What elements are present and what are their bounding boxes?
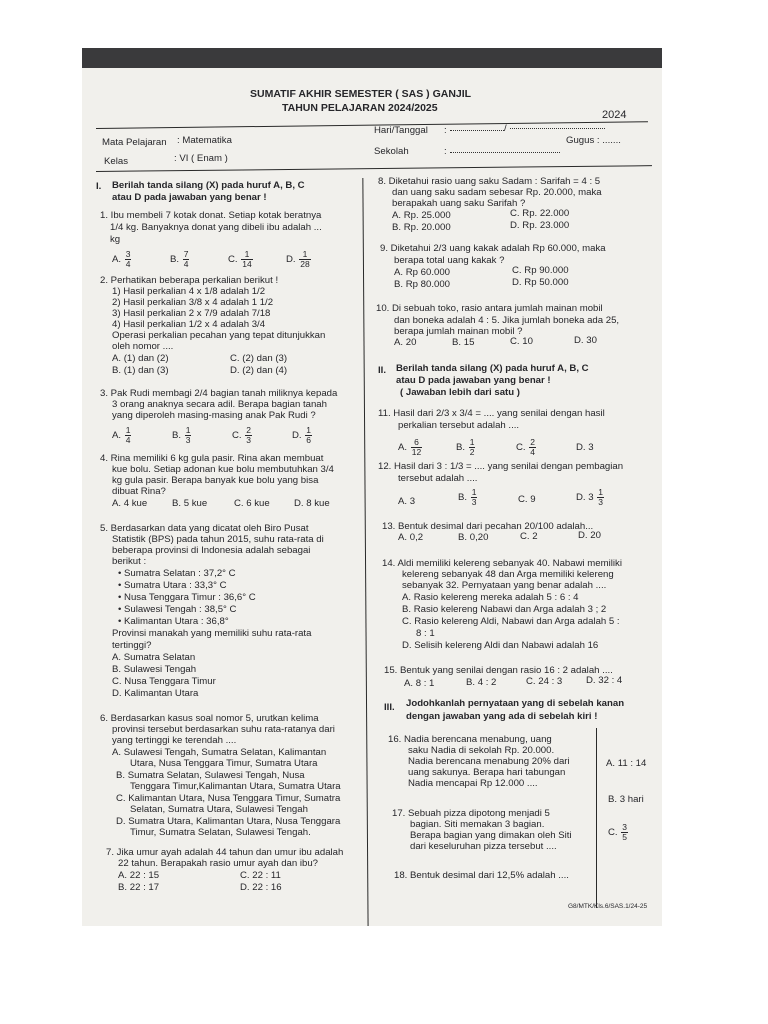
match-option-b[interactable]: B. 3 hari [608, 794, 644, 805]
date-fill-line [450, 129, 504, 131]
q7-line-1: 7. Jika umur ayah adalah 44 tahun dan umur ibu adalah [106, 847, 344, 858]
q15-line-1: 15. Bentuk yang senilai dengan rasio 16 : 2 adalah .... [384, 665, 613, 676]
section-1-instruction: Berilah tanda silang (X) pada huruf A, B, C [112, 180, 305, 191]
q9-option-d[interactable]: D. Rp 50.000 [512, 277, 569, 288]
q15-option-a[interactable]: A. 8 : 1 [404, 678, 435, 689]
q5-bullet-4-text: Sulawesi Tengah : 38,5° C [124, 604, 237, 615]
q1-line-3: kg [110, 234, 121, 245]
q11-option-d[interactable]: D. 3 [576, 442, 594, 453]
q11-option-c-num: 2 [530, 437, 535, 447]
q5-bullet-4: • Sulawesi Tengah : 38,5° C [118, 604, 237, 615]
q4-line-3: kg gula pasir. Berapa banyak kue bolu yang bisa [112, 475, 319, 486]
q16-line-1: 16. Nadia berencana menabung, uang [388, 734, 552, 745]
q15-option-b[interactable]: B. 4 : 2 [466, 677, 497, 688]
q5-line-2: Statistik (BPS) pada tahun 2015, suhu rata-rata di [112, 534, 324, 545]
q8-option-a[interactable]: A. Rp. 25.000 [392, 210, 451, 221]
q14-option-d[interactable]: D. Selisih kelereng Aldi dan Nabawi adalah 16 [402, 640, 599, 651]
q5-option-b[interactable]: B. Sulawesi Tengah [112, 664, 197, 675]
q5-question-line-1: Provinsi manakah yang memiliki suhu rata-rata [112, 628, 312, 639]
q3-option-b[interactable] [172, 426, 192, 445]
q5-bullet-2-text: Sumatra Utara : 33,3° C [124, 580, 227, 591]
q11-option-a[interactable] [398, 438, 423, 457]
q1-line-1: 1. Ibu membeli 7 kotak donat. Setiap kotak beratnya [100, 210, 322, 221]
q3-option-a-num: 1 [125, 425, 131, 435]
q3-option-c-label: C. [232, 430, 242, 442]
q1-option-d-den: 28 [300, 259, 310, 269]
q11-option-a-label: A. [398, 442, 408, 454]
q1-option-b-label: B. [170, 254, 180, 266]
q3-option-b-den: 3 [185, 435, 191, 445]
q8-line-3: berapakah uang saku Sarifah ? [392, 198, 526, 209]
q10-option-b[interactable]: B. 15 [452, 337, 475, 348]
q11-option-b-num: 1 [469, 437, 475, 447]
q3-line-2: 3 orang anaknya secara adil. Berapa bagian tanah [112, 399, 327, 410]
q8-option-d[interactable]: D. Rp. 23.000 [510, 220, 570, 231]
q7-option-c[interactable]: C. 22 : 11 [240, 870, 281, 881]
section-3-number: III. [384, 702, 395, 713]
q11-option-c-label: C. [516, 442, 526, 454]
q3-option-b-num: 1 [185, 425, 191, 435]
photo-frame [82, 48, 662, 926]
q9-line-2: berapa total uang kakak ? [394, 255, 505, 266]
q1-option-d-num: 1 [299, 250, 310, 260]
q14-option-b[interactable]: B. Rasio kelereng Nabawi dan Arga adalah 3 ; 2 [402, 604, 607, 615]
q12-option-b-label: B. [458, 492, 468, 504]
q12-option-b-num: 1 [471, 487, 477, 497]
section-1-instruction-2: atau D pada jawaban yang benar ! [112, 192, 267, 203]
q8-option-b[interactable]: B. Rp. 20.000 [392, 222, 451, 233]
q5-line-1: 5. Berdasarkan data yang dicatat oleh Biro Pusat [100, 523, 309, 534]
matching-divider [596, 728, 597, 908]
q8-line-1: 8. Diketahui rasio uang saku Sadam : Sarifah = 4 : 5 [378, 176, 601, 187]
q4-option-c[interactable]: C. 6 kue [234, 498, 270, 509]
q2-line-1: 2. Perhatikan beberapa perkalian berikut ! [100, 275, 279, 286]
q12-option-b[interactable] [458, 488, 478, 507]
subject-label: Mata Pelajaran [102, 137, 167, 148]
q11-option-b-den: 2 [469, 447, 475, 457]
q1-option-c[interactable] [228, 250, 254, 269]
q1-option-b-num: 7 [183, 249, 189, 259]
q2-option-b[interactable]: B. (1) dan (3) [112, 365, 169, 376]
date-slash: / [504, 123, 507, 134]
q11-option-c-den: 4 [530, 447, 535, 457]
q5-option-d[interactable]: D. Kalimantan Utara [112, 688, 199, 699]
q2-line-2: 1) Hasil perkalian 4 x 1/8 adalah 1/2 [112, 286, 266, 297]
q2-line-3: 2) Hasil perkalian 3/8 x 4 adalah 1 1/2 [112, 297, 274, 308]
q10-option-d[interactable]: D. 30 [574, 335, 597, 346]
section-2-note: ( Jawaban lebih dari satu ) [400, 387, 520, 398]
q17-line-2: bagian. Siti memakan 3 bagian. [410, 819, 545, 830]
q4-line-4: dibuat Rina? [112, 486, 166, 497]
q10-option-c[interactable]: C. 10 [510, 336, 533, 347]
q5-bullet-2: • Sumatra Utara : 33,3° C [118, 580, 227, 591]
gugus-field: Gugus : ....... [566, 135, 621, 146]
class-label: Kelas [104, 156, 128, 167]
q5-option-c[interactable]: C. Nusa Tenggara Timur [112, 676, 216, 687]
q6-option-a[interactable]: A. Sulawesi Tengah, Sumatra Selatan, Kalimantan [112, 747, 327, 758]
q6-option-d-cont: Timur, Sumatra Selatan, Sulawesi Tengah. [130, 827, 311, 838]
q7-line-2: 22 tahun. Berapakah rasio umur ayah dan ibu? [118, 858, 319, 869]
q11-option-c[interactable] [516, 438, 537, 457]
q12-option-d-label: D. 3 [576, 492, 594, 504]
date-colon: : [444, 125, 447, 136]
q5-line-4: berikut : [112, 556, 147, 567]
q6-option-c-cont: Selatan, Sumatra Utara, Sulawesi Tengah [130, 804, 308, 815]
q6-option-d[interactable]: D. Sumatra Utara, Kalimantan Utara, Nusa Tenggara [116, 816, 341, 827]
q11-line-1: 11. Hasil dari 2/3 x 3/4 = .... yang senilai dengan hasil [378, 408, 605, 419]
q7-option-b[interactable]: B. 22 : 17 [118, 882, 160, 893]
q11-option-a-den: 12 [411, 447, 422, 457]
exam-subtitle: TAHUN PELAJARAN 2024/2025 [282, 102, 438, 114]
q18-line-1: 18. Bentuk desimal dari 12,5% adalah .... [394, 870, 569, 881]
q9-line-1: 9. Diketahui 2/3 uang kakak adalah Rp 60.000, maka [380, 243, 606, 254]
q15-option-c[interactable]: C. 24 : 3 [526, 676, 563, 687]
q7-option-a[interactable]: A. 22 : 15 [118, 870, 160, 881]
q16-line-4: uang sakunya. Berapa hari tabungan [408, 767, 566, 778]
q5-option-a[interactable]: A. Sumatra Selatan [112, 652, 196, 663]
q1-option-a[interactable] [112, 250, 132, 269]
q11-option-b[interactable] [456, 438, 476, 457]
q1-option-a-num: 3 [125, 249, 131, 259]
q3-option-b-label: B. [172, 430, 182, 442]
exam-sheet [82, 68, 662, 926]
q3-option-a-label: A. [112, 430, 122, 442]
match-option-c-num: 3 [622, 822, 627, 832]
q3-option-d-den: 6 [306, 435, 311, 445]
q1-line-2: 1/4 kg. Banyaknya donat yang dibeli ibu adalah ... [110, 222, 322, 233]
q13-line-1: 13. Bentuk desimal dari pecahan 20/100 adalah... [382, 521, 594, 532]
q9-option-a[interactable]: A. Rp 60.000 [394, 267, 451, 278]
q1-option-b-den: 4 [183, 259, 189, 269]
section-2-instruction-2: atau D pada jawaban yang benar ! [396, 375, 551, 386]
q4-option-d[interactable]: D. 8 kue [294, 498, 330, 509]
section-3-instruction-2: dengan jawaban yang ada di sebelah kiri ! [406, 711, 598, 722]
q16-line-2: saku Nadia di sekolah Rp. 20.000. [408, 745, 555, 756]
q3-option-c-num: 2 [246, 425, 251, 435]
q5-bullet-1-text: Sumatra Selatan : 37,2° C [124, 568, 236, 579]
q1-option-b[interactable] [170, 250, 190, 269]
match-option-c[interactable] [608, 823, 629, 842]
exam-year: 2024 [602, 109, 627, 121]
q9-option-b[interactable]: B. Rp 80.000 [394, 279, 451, 290]
q6-option-c[interactable]: C. Kalimantan Utara, Nusa Tenggara Timur, Sumatra [116, 793, 341, 804]
q6-line-3: yang tertinggi ke terendah .... [112, 735, 237, 746]
column-divider [362, 178, 368, 926]
q13-option-d[interactable]: D. 20 [578, 530, 601, 541]
q4-option-b[interactable]: B. 5 kue [172, 498, 208, 509]
q3-line-3: yang diperoleh masing-masing anak Pak Rudi ? [112, 410, 316, 421]
q17-line-1: 17. Sebuah pizza dipotong menjadi 5 [392, 808, 550, 819]
q2-line-7: oleh nomor .... [112, 341, 174, 352]
q7-option-d[interactable]: D. 22 : 16 [240, 882, 282, 893]
q4-line-2: kue bolu. Setiap adonan kue bolu membutuhkan 3/4 [112, 464, 334, 475]
q16-line-3: Nadia berencana menabung 20% dari [408, 756, 570, 767]
q5-line-3: beberapa provinsi di Indonesia adalah sebagai [112, 545, 311, 556]
q3-option-a-den: 4 [125, 435, 131, 445]
q2-option-d[interactable]: D. (2) dan (4) [230, 365, 288, 376]
q5-bullet-5-text: Kalimantan Utara : 36,8° [124, 616, 229, 627]
q14-line-1: 14. Aldi memiliki kelereng sebanyak 40. Nabawi memiliki [382, 558, 622, 569]
q15-option-d[interactable]: D. 32 : 4 [586, 675, 623, 686]
section-3-instruction: Jodohkanlah pernyataan yang di sebelah kanan [406, 698, 625, 709]
q13-option-a[interactable]: A. 0,2 [398, 532, 424, 543]
q11-line-2: perkalian tersebut adalah .... [398, 420, 520, 431]
q2-line-4: 3) Hasil perkalian 2 x 7/9 adalah 7/18 [112, 308, 271, 319]
match-option-c-den: 5 [622, 832, 627, 842]
q3-option-c[interactable] [232, 426, 253, 445]
q2-line-6: Operasi perkalian pecahan yang tepat ditunjukkan [112, 330, 326, 341]
q12-line-2: tersebut adalah .... [398, 473, 478, 484]
q17-line-3: Berapa bagian yang dimakan oleh Siti [410, 830, 572, 841]
q3-option-a[interactable] [112, 426, 132, 445]
q12-option-c[interactable]: C. 9 [518, 494, 536, 505]
school-label: Sekolah [374, 146, 409, 157]
q3-option-d-label: D. [292, 430, 302, 442]
q3-option-d-num: 1 [306, 425, 311, 435]
footer-code: G8/MTK/Kls.6/SAS.1/24-25 [568, 903, 648, 910]
q16-line-5: Nadia mencapai Rp 12.000 .... [408, 778, 538, 789]
q12-option-d[interactable] [576, 488, 605, 507]
header-bottom-rule [96, 165, 652, 172]
match-option-a[interactable]: A. 11 : 14 [606, 758, 647, 769]
q10-option-a[interactable]: A. 20 [394, 337, 417, 348]
q14-option-c-cont: 8 : 1 [416, 628, 435, 639]
q12-option-d-den: 3 [598, 497, 604, 507]
q14-option-c[interactable]: C. Rasio kelereng Aldi, Nabawi dan Arga adalah 5 : [402, 616, 620, 627]
q5-bullet-3: • Nusa Tenggara Timur : 36,6° C [118, 592, 256, 603]
q4-option-a[interactable]: A. 4 kue [112, 498, 148, 509]
q1-option-d-label: D. [286, 254, 296, 266]
q10-line-1: 10. Di sebuah toko, rasio antara jumlah mainan mobil [376, 303, 603, 314]
q11-option-b-label: B. [456, 442, 466, 454]
q5-question-line-2: tertinggi? [112, 640, 152, 651]
q14-line-3: sebanyak 32. Pernyataan yang benar adalah .... [402, 580, 607, 591]
q3-option-d[interactable] [292, 426, 313, 445]
q2-option-c[interactable]: C. (2) dan (3) [230, 353, 288, 364]
q10-line-2: dan boneka adalah 4 : 5. Jika jumlah boneka ada 25, [394, 315, 620, 326]
match-option-c-label: C. [608, 827, 618, 839]
section-2-instruction: Berilah tanda silang (X) pada huruf A, B, C [396, 363, 589, 374]
q8-option-c[interactable]: C. Rp. 22.000 [510, 208, 570, 219]
q6-option-b-cont: Tenggara Timur,Kalimantan Utara, Sumatra Utara [130, 781, 341, 792]
q9-option-c[interactable]: C. Rp 90.000 [512, 265, 569, 276]
q14-line-2: kelereng sebanyak 48 dan Arga memiliki kelereng [402, 569, 614, 580]
q1-option-a-den: 4 [125, 259, 131, 269]
q14-option-a[interactable]: A. Rasio kelereng mereka adalah 5 : 6 : 4 [402, 592, 579, 603]
q5-bullet-5: • Kalimantan Utara : 36,8° [118, 616, 229, 627]
q1-option-c-num: 1 [241, 250, 252, 260]
q8-line-2: dan uang saku sadam sebesar Rp. 20.000, maka [392, 187, 602, 198]
q1-option-c-label: C. [228, 254, 238, 266]
q6-option-a-cont: Utara, Nusa Tenggara Timur, Sumatra Utara [130, 758, 318, 769]
q1-option-a-label: A. [112, 254, 122, 266]
q6-line-1: 6. Berdasarkan kasus soal nomor 5, urutkan kelima [100, 713, 319, 724]
q5-bullet-1: • Sumatra Selatan : 37,2° C [118, 568, 236, 579]
q12-option-d-num: 1 [598, 487, 604, 497]
q6-line-2: provinsi tersebut berdasarkan suhu rata-ratanya dari [112, 724, 335, 735]
q17-line-4: dari keseluruhan pizza tersebut .... [410, 841, 557, 852]
date-label: Hari/Tanggal [374, 125, 428, 136]
section-1-number: I. [96, 181, 102, 192]
q13-option-b[interactable]: B. 0,20 [458, 532, 489, 543]
q12-option-b-den: 3 [471, 497, 477, 507]
q3-option-c-den: 3 [246, 435, 251, 445]
school-colon: : [444, 146, 447, 157]
q1-option-c-den: 14 [242, 259, 252, 269]
photo-shadow-edge [82, 48, 662, 68]
q13-option-c[interactable]: C. 2 [520, 531, 538, 542]
exam-title: SUMATIF AKHIR SEMESTER ( SAS ) GANJIL [250, 88, 472, 100]
q12-line-1: 12. Hasil dari 3 : 1/3 = .... yang senilai dengan pembagian [378, 461, 624, 472]
q2-option-a[interactable]: A. (1) dan (2) [112, 353, 169, 364]
date-fill-line-2 [510, 127, 605, 129]
q6-option-b[interactable]: B. Sumatra Selatan, Sulawesi Tengah, Nusa [116, 770, 305, 781]
q1-option-d[interactable] [286, 250, 312, 269]
q3-line-1: 3. Pak Rudi membagi 2/4 bagian tanah miliknya kepada [100, 388, 338, 399]
q2-line-5: 4) Hasil perkalian 1/2 x 4 adalah 3/4 [112, 319, 266, 330]
q10-line-3: berapa jumlah mainan mobil ? [394, 326, 523, 337]
subject-value: : Matematika [177, 135, 232, 146]
q11-option-a-num: 6 [411, 438, 422, 448]
q4-line-1: 4. Rina memiliki 6 kg gula pasir. Rina akan membuat [100, 453, 324, 464]
q12-option-a[interactable]: A. 3 [398, 496, 416, 507]
school-fill-line [450, 151, 560, 153]
class-value: : VI ( Enam ) [174, 153, 228, 164]
q5-bullet-3-text: Nusa Tenggara Timur : 36,6° C [124, 592, 256, 603]
section-2-number: II. [378, 365, 386, 376]
